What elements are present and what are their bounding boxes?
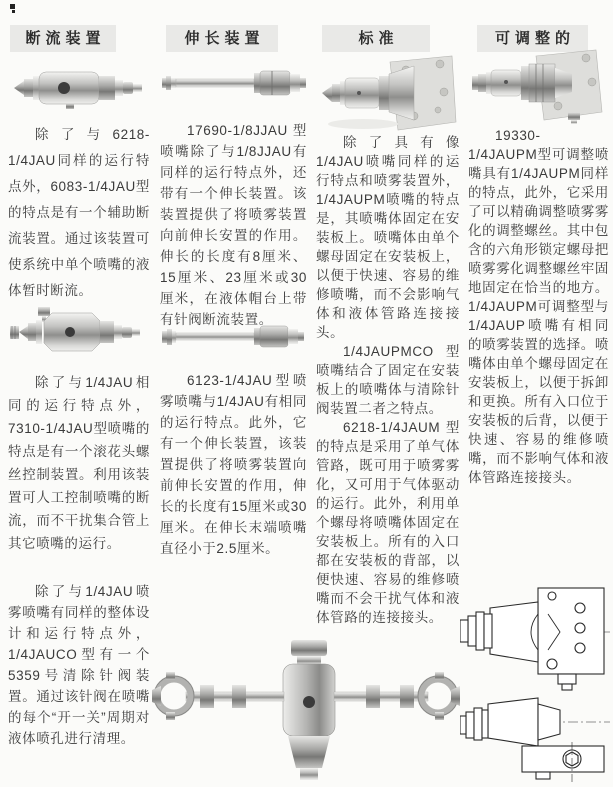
column-header-adjustable: 可调整的 [477, 25, 588, 52]
paragraph-standard-jaupm: 除了具有像1/4JAU喷嘴同样的运行特点和喷雾装置外，1/4JAUPM喷嘴的特点是，其喷嘴体固定在安装板上。喷嘴体由单个螺母固定在安装板上，以便于快速、容易的维修喷嘴，而不会影响气体和液体管路连接接头。 [316, 135, 460, 340]
manifold-assembly-photo [148, 630, 463, 782]
scan-artifact [10, 4, 15, 9]
column-header-standard: 标准 [322, 25, 430, 52]
plate-mounted-nozzle-photo [318, 52, 458, 134]
paragraph-extension-17690: 17690-1/8JJAU型喷嘴除了与1/8JJAU有同样的运行特点外，还带有一个伸长装置。该装置提供了将喷雾装置向前伸长安置的作用。伸长的长度有8厘米、15厘米、23厘米或30厘米，在液体帽台上带有针阀断流装置。 [160, 123, 307, 327]
scan-artifact [12, 10, 15, 13]
shutoff-nozzle-photo-7310 [8, 301, 148, 363]
column-header-shutoff: 断流装置 [10, 25, 116, 52]
shutoff-nozzle-photo-6083 [8, 57, 148, 117]
extension-nozzle-photo-17690 [160, 60, 308, 105]
mounted-nozzle-technical-drawing [460, 586, 612, 786]
adjustable-nozzle-photo-19330 [470, 48, 608, 124]
paragraph-standard-jaum: 6218-1/4JAUM型的特点是采用了单气体管路，既可用于喷雾雾化，又可用于气体驱动的运行。此外，利用单个螺母将喷嘴体固定在安装板上。所有的入口都在安装板的背部，以便快速、容易的维修喷嘴而不会干扰气体和液体管路的连接接头。 [316, 420, 460, 625]
paragraph-adjustable-19330: 19330-1/4JAUPM型可调整喷嘴具有1/4JAUPM同样的特点，此外，它采用了可以精确调整喷雾雾化的调整螺丝。其中包含的六角形锁定螺母把喷雾雾化调整螺丝牢固地固定在恰当的地方。1/4JAUPM可调整型与1/4JAUP喷嘴有相同的喷雾装置的选择。喷嘴体由单个螺母固定在安装板上，以便于拆卸和更换。所有入口位于安装板的后背，以便于快速、容易的维修喷嘴，而不影响气体和液体管路连接接头。 [468, 128, 609, 485]
paragraph-shutoff-jauco: 除了与1/4JAU喷雾喷嘴有同样的整体设计和运行特点外，1/4JAUCO型有一个5359号清除针阀装置。通过该针阀在喷嘴的每个“开一关”周期对液体喷孔进行清理。 [8, 584, 150, 746]
column-header-extension: 伸长装置 [166, 25, 278, 52]
paragraph-extension-6123: 6123-1/4JAU型喷雾喷嘴与1/4JAU有相同的运行特点。此外，它有一个伸长装置，该装置提供了将喷雾装置向前伸长安置的作用，伸长的长度有15厘米或30厘米。在伸长末端喷嘴直径小于2.5厘米。 [160, 373, 307, 556]
paragraph-standard-jaupmco: 1/4JAUPMCO型喷嘴结合了固定在安装板上的喷嘴体与清除针阀装置二者之特点。 [316, 344, 460, 416]
paragraph-shutoff-7310: 除了与1/4JAU相同的运行特点外，7310-1/4JAU型喷嘴的特点是有一个滚花头螺丝控制装置。利用该装置可人工控制喷嘴的断流，而不干扰集合管上其它喷嘴的运行。 [8, 375, 150, 551]
paragraph-shutoff-6083: 除了与6218-1/4JAU同样的运行特点外，6083-1/4JAU型的特点是有一个辅助断流装置。通过该装置可使系统中单个喷嘴的液体暂时断流。 [8, 127, 150, 298]
